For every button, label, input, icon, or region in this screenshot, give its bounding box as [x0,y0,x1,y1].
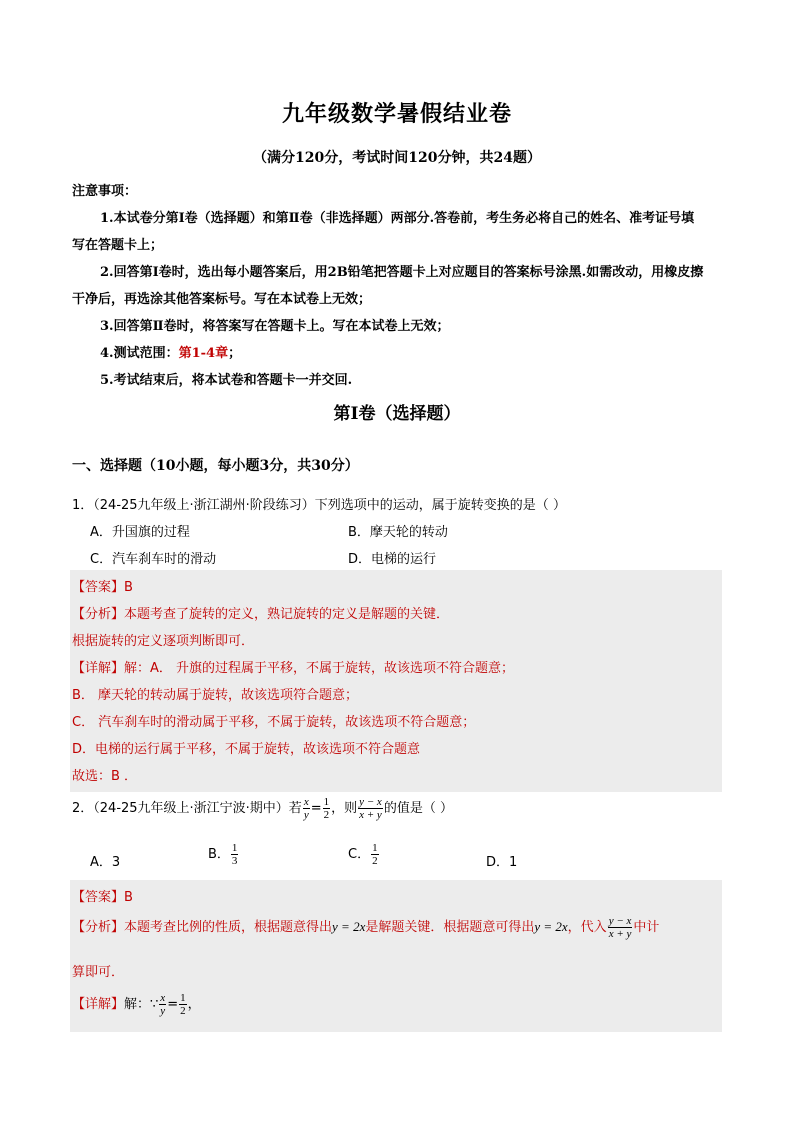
note-2a: 2.回答第Ⅰ卷时，选出每小题答案后，用2B铅笔把答题卡上对应题目的答案标号涂黑.如需改动，用橡皮擦 [100,265,704,280]
q2-answer-tag: 【答案】 [72,890,125,905]
q1-detail-tag: 【详解】 [72,661,125,676]
q1-detail-text: 解：A． 升旗的过程属于平移，不属于旋转，故该选项不符合题意； [124,661,515,676]
q2-option-b: B． $\frac{1}{3}$ [208,842,238,867]
q1-analysis-2: 根据旋转的定义逐项判断即可． [72,634,255,649]
q1-analysis [72,603,449,622]
q2-option-d: D．1 [486,855,518,870]
q1-detail-c: C． 汽车刹车时的滑动属于平移，不属于旋转，故该选项不符合题意； [72,715,476,730]
q1-option-a: A．升国旗的过程 [90,525,190,540]
q2-detail-tag: 【详解】 [72,997,125,1012]
q2-stem-a: 2．（24-25九年级上·浙江宁波·期中）若 [72,801,302,816]
part-title: 一、选择题（10小题，每小题3分，共30分） [72,458,359,474]
q2-option-c: C． $\frac{1}{2}$ [348,842,378,867]
q1-answer [72,576,133,595]
q2-stem: 2．（24-25九年级上·浙江宁波·期中）若 $\frac{x}{y}$ = $\frac{1}{2}$ ，则 $\frac{y - x}{x + y}$ 的值是（ ） [72,796,453,821]
q1-stem: 1．（24-25九年级上·浙江湖州·阶段练习）下列选项中的运动，属于旋转变换的是（ ） [72,498,566,513]
q2-option-a: A．3 [90,855,121,870]
q2-fraction-expression: $\frac{y - x}{x + y}$ [359,796,382,821]
q1-detail-b: B． 摩天轮的转动属于旋转，故该选项符合题意； [72,688,359,703]
q2-analysis: 【分析】本题考查比例的性质，根据题意得出y = 2x是解题关键．根据题意可得出y = 2x，代入 $\frac{y - x}{x + y}$ 中计 [72,915,660,940]
q2-analysis-fraction: $\frac{y - x}{x + y}$ [608,915,632,940]
q2-answer [72,886,133,905]
q1-option-b: B．摩天轮的转动 [348,525,448,540]
q1-detail-d: D．电梯的运行属于平移，不属于旋转，故该选项不符合题意 [72,742,421,757]
q2-fraction-one-half: $\frac{1}{2}$ [323,796,330,821]
q2-stem-c: 的值是（ ） [383,801,453,816]
note-1a: 1.本试卷分第Ⅰ卷（选择题）和第Ⅱ卷（非选择题）两部分.答卷前，考生务必将自己的姓名、准考证号填 [100,211,695,226]
test-scope: 第1-4章 [178,346,229,361]
note-4 [100,342,241,361]
q1-analysis-tag: 【分析】 [72,607,125,622]
q2-analysis-tag: 【分析】 [72,920,125,935]
page-title: 九年级数学暑假结业卷 [281,101,512,127]
q1-option-c: C．汽车刹车时的滑动 [90,552,217,567]
note-4-suffix: ； [228,346,242,361]
note-2b: 干净后，再选涂其他答案标号。写在本试卷上无效； [72,292,372,307]
q1-option-d: D．电梯的运行 [348,552,437,567]
q2-expression-y-2x: y = 2x [332,919,366,934]
q2-answer-value: B [124,890,133,905]
notes-heading: 注意事项： [72,184,138,199]
q1-answer-value: B [124,580,133,595]
exam-subtitle: （满分120分，考试时间120分钟，共24题） [253,150,541,166]
q2-analysis-2: 算即可． [72,965,125,980]
section-title: 第Ⅰ卷（选择题） [333,404,461,424]
q1-detail [72,657,514,676]
q2-fraction-x-over-y: $\frac{x}{y}$ [303,796,309,821]
q1-analysis-text: 本题考查了旋转的定义，熟记旋转的定义是解题的关键． [124,607,450,622]
q1-answer-tag: 【答案】 [72,580,125,595]
q2-stem-b: ，则 [331,801,358,816]
note-3: 3.回答第Ⅱ卷时，将答案写在答题卡上。写在本试卷上无效； [100,319,450,334]
q2-detail: 【详解】解：∵ $\frac{x}{y}$ = $\frac{1}{2}$ ， [72,992,201,1017]
q1-conclusion: 故选：B ． [72,769,138,784]
note-1b: 写在答题卡上； [72,238,164,253]
note-5: 5.考试结束后，将本试卷和答题卡一并交回. [100,373,353,388]
note-4-prefix: 4.测试范围： [100,346,179,361]
